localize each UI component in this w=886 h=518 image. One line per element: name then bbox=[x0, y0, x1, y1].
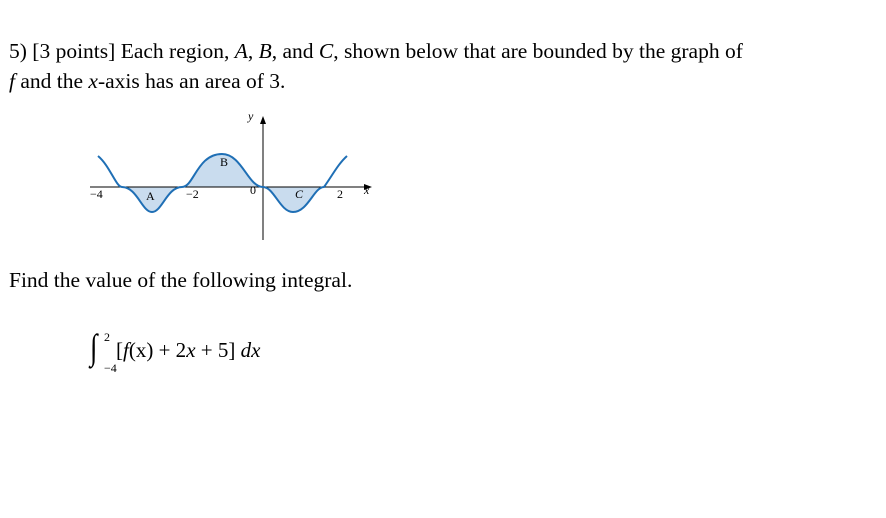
problem-text: and the bbox=[14, 69, 89, 93]
region-b-graph-label: B bbox=[220, 155, 229, 169]
integral-sign: ∫ bbox=[90, 327, 98, 367]
separator: , and bbox=[271, 39, 319, 63]
function-name: f bbox=[9, 69, 15, 93]
integral-upper-limit: 2 bbox=[104, 330, 110, 344]
separator: , bbox=[247, 39, 259, 63]
differential-variable: x bbox=[251, 338, 261, 362]
function-graph bbox=[82, 104, 382, 244]
integrand-argument: (x) bbox=[128, 338, 154, 362]
problem-text: Each region, bbox=[120, 39, 235, 63]
region-b-label: B bbox=[258, 39, 272, 63]
problem-text: , shown below that are bounded by the graph of bbox=[333, 39, 743, 63]
differential-d: d bbox=[240, 338, 252, 362]
region-c-fill bbox=[263, 187, 324, 212]
x-variable: x bbox=[88, 69, 98, 93]
integrand-function: f bbox=[123, 338, 129, 362]
tick-label-neg4: −4 bbox=[90, 187, 103, 201]
y-axis-arrow bbox=[260, 116, 266, 124]
instruction-text: Find the value of the following integral. bbox=[9, 268, 353, 292]
integrand bbox=[116, 338, 260, 363]
bracket-open: [ bbox=[116, 338, 123, 362]
tick-label-0: 0 bbox=[250, 183, 256, 197]
problem-statement bbox=[9, 36, 879, 96]
tick-label-neg2: −2 bbox=[186, 187, 199, 201]
problem-text: -axis has an area of 3. bbox=[97, 69, 286, 93]
problem-points: [3 points] bbox=[32, 39, 116, 63]
region-c-label: C bbox=[318, 39, 334, 63]
x-axis-label: x bbox=[364, 183, 370, 197]
region-a-label: A bbox=[234, 39, 248, 63]
integrand-variable: x bbox=[186, 338, 196, 362]
tick-label-2: 2 bbox=[337, 187, 343, 201]
integrand-term: + 2 bbox=[153, 338, 187, 362]
integral-lower-limit: −4 bbox=[104, 361, 117, 375]
problem-number: 5) bbox=[9, 39, 27, 63]
y-axis-label: y bbox=[248, 109, 254, 123]
region-a-graph-label: A bbox=[146, 189, 155, 203]
integrand-term: + 5] bbox=[195, 338, 241, 362]
region-c-graph-label: C bbox=[295, 187, 304, 201]
